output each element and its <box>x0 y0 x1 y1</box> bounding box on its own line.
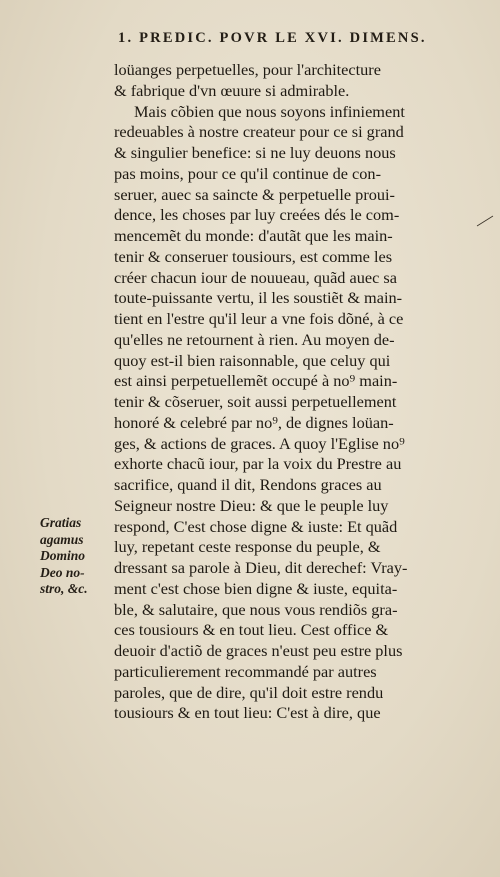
text-line: est ainsi perpetuellemẽt occupé à no⁹ main- <box>114 371 398 391</box>
running-head: 1. PREDIC. POVR LE XVI. DIMENS. <box>118 30 427 46</box>
text-line: qu'elles ne retournent à rien. Au moyen de- <box>114 329 395 349</box>
margin-note-line: agamus <box>40 531 84 547</box>
margin-note-line: Deo no- <box>40 564 85 580</box>
text-line: deuoir d'actiõ de graces n'eust peu estre plus <box>114 641 403 660</box>
text-line: dressant sa parole à Dieu, dit derechef: Vray- <box>114 558 408 577</box>
text-line: Mais cõbien que nous soyons infiniement <box>134 101 405 121</box>
text-line: ges, & actions de graces. A quoy l'Eglise no⁹ <box>114 433 405 453</box>
text-line: paroles, que de dire, qu'il doit estre rendu <box>114 682 384 702</box>
margin-note-line: Domino <box>40 548 86 563</box>
text-line: tient en l'estre qu'il leur a vne fois dõné, à ce <box>114 309 404 328</box>
text-line: ble, & salutaire, que nous vous rendiõs gra- <box>114 599 398 619</box>
margin-note <box>40 515 112 598</box>
text-line: particulierement recommandé par autres <box>114 661 377 681</box>
text-line: luy, repetant ceste response du peuple, & <box>114 537 381 557</box>
text-line: tenir & cõseruer, soit aussi perpetuellement <box>114 392 397 411</box>
body-text <box>114 60 470 724</box>
text-line: redeuables à nostre createur pour ce si grand <box>114 122 404 142</box>
text-line: tenir & conseruer tousiours, est comme les <box>114 246 393 266</box>
text-line: & singulier benefice: si ne luy deuons nous <box>114 143 396 162</box>
text-line: mencemẽt du monde: d'autãt que les main- <box>114 226 393 245</box>
margin-note-line: Gratias <box>40 515 82 530</box>
text-line: Seigneur nostre Dieu: & que le peuple luy <box>114 495 389 515</box>
text-line: sacrifice, quand il dit, Rendons graces au <box>114 475 382 494</box>
text-line: tousiours & en tout lieu: C'est à dire, que <box>114 703 381 723</box>
text-line: exhorte chacũ iour, par la voix du Prestre au <box>114 454 402 474</box>
text-line: ces tousiours & en tout lieu. Cest office & <box>114 620 389 640</box>
margin-note-line: stro, &c. <box>40 581 88 596</box>
text-line: pas moins, pour ce qu'il continue de con- <box>114 163 381 183</box>
text-line: ment c'est chose bien digne & iuste, equita- <box>114 578 398 598</box>
text-line: dence, les choses par luy creées dés le com- <box>114 205 400 225</box>
text-line: & fabrique d'vn œuure si admirable. <box>114 80 350 100</box>
text-line: seruer, auec sa saincte & perpetuelle prouі- <box>114 184 395 204</box>
text-line: créer chacun iour de nouueau, quãd auec sa <box>114 267 397 287</box>
text-line: toute-puissante vertu, il les soustiẽt & main- <box>114 288 403 308</box>
text-line: respond, C'est chose digne & iuste: Et quãd <box>114 516 398 536</box>
ink-mark-icon <box>476 215 494 227</box>
text-line: quoy est-il bien raisonnable, que celuy qui <box>114 350 391 370</box>
text-line: loüanges perpetuelles, pour l'architecture <box>114 60 381 79</box>
text-line: honoré & celebré par no⁹, de dignes loüan- <box>114 412 394 432</box>
